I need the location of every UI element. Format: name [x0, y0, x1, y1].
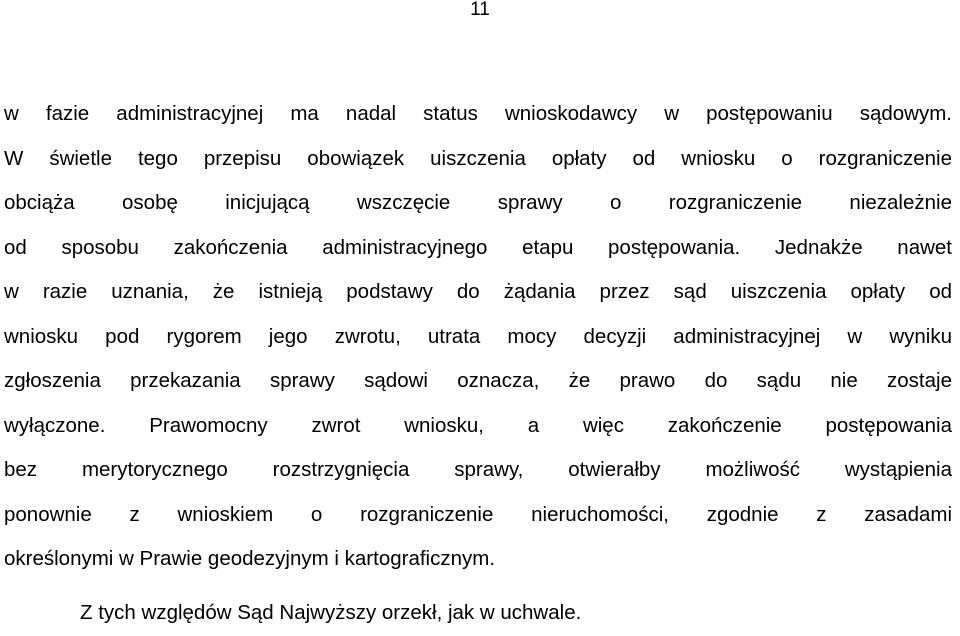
text-line: w fazie administracyjnej ma nadal status wnioskodawcy w postępowaniu sądowym.	[4, 102, 952, 125]
text-line: bez merytorycznego rozstrzygnięcia sprawy, otwierałby możliwość wystąpienia	[4, 458, 952, 481]
text-line: W świetle tego przepisu obowiązek uiszczenia opłaty od wniosku o rozgraniczenie	[4, 146, 952, 170]
text-line: określonymi w Prawie geodezyjnym i kartograficznym.	[4, 547, 496, 570]
page-number: 11	[470, 0, 490, 20]
text-line: wyłączone. Prawomocny zwrot wniosku, a więc zakończenie postępowania	[4, 413, 952, 437]
text-line: wniosku pod rygorem jego zwrotu, utrata mocy decyzji administracyjnej w wyniku	[4, 324, 952, 348]
text-line: od sposobu zakończenia administracyjnego etapu postępowania. Jednakże nawet	[4, 235, 952, 259]
body-paragraph	[4, 92, 952, 582]
closing-sentence: Z tych względów Sąd Najwyższy orzekł, jak w uchwale.	[80, 601, 582, 624]
text-line: w razie uznania, że istnieją podstawy do żądania przez sąd uiszczenia opłaty od	[4, 280, 952, 303]
text-line: ponownie z wnioskiem o rozgraniczenie nieruchomości, zgodnie z zasadami	[4, 502, 952, 526]
text-line: zgłoszenia przekazania sprawy sądowi oznacza, że prawo do sądu nie zostaje	[4, 369, 952, 392]
text-line: obciąża osobę inicjującą wszczęcie sprawy o rozgraniczenie niezależnie	[4, 191, 952, 214]
